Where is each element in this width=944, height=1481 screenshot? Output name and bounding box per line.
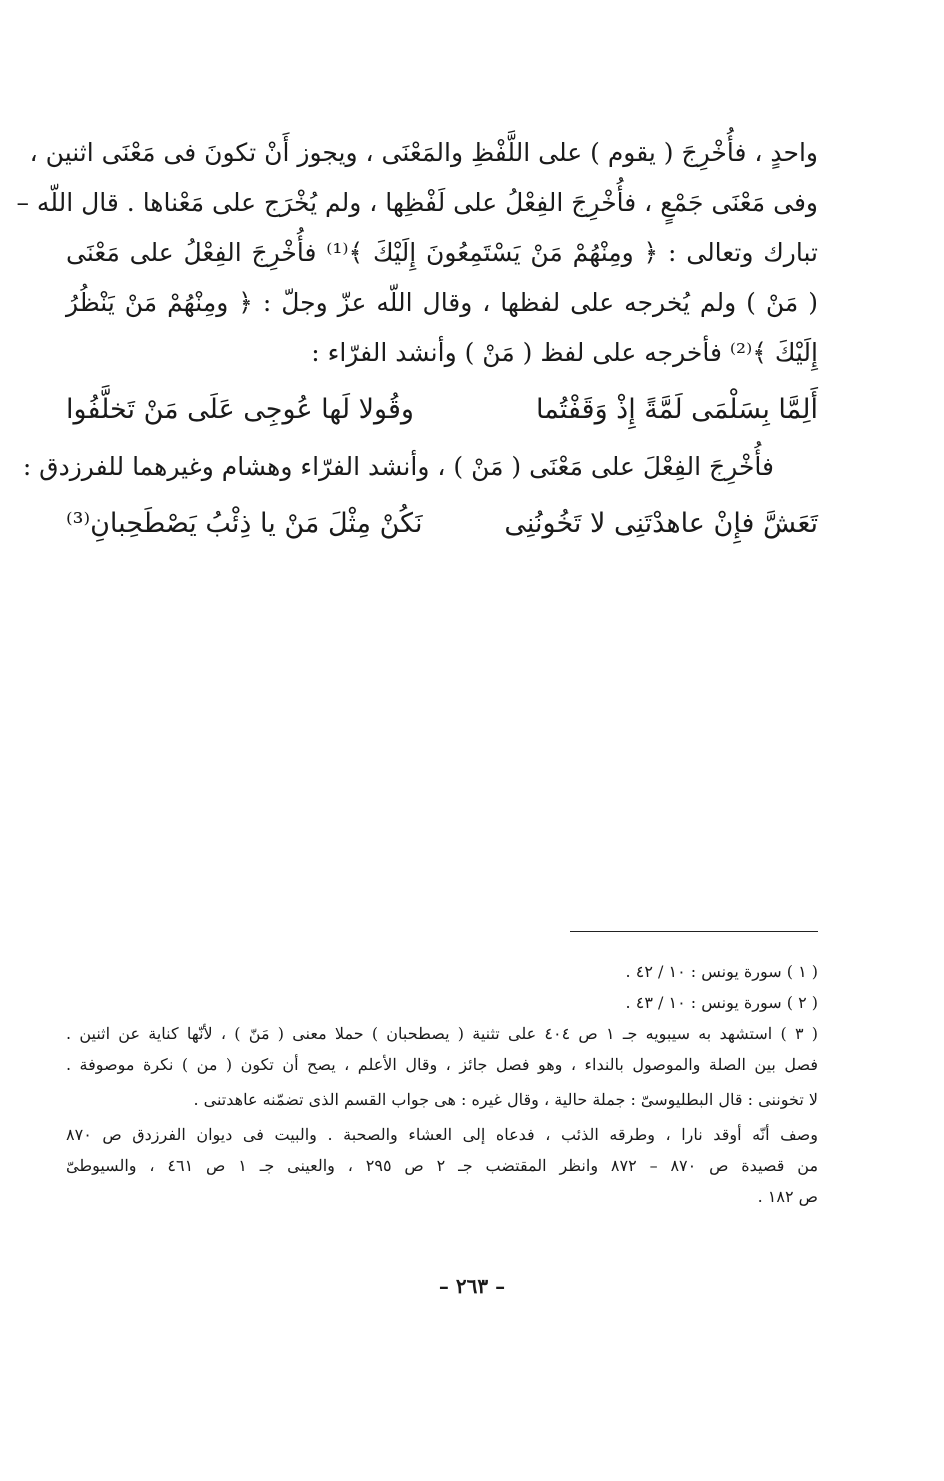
verse-first-hemistich: تَعَشَّ فإِنْ عاهدْتَنِى لا تَخُونُنِى [504, 508, 818, 539]
page-number: – ٢٦٣ – [438, 1274, 506, 1298]
footnotes-block [66, 956, 818, 1212]
poetry-verse [66, 492, 818, 556]
text-line: تبارك وتعالى : ﴿ ومِنْهُمْ مَنْ يَسْتَمِعُونَ إِلَيْكَ ﴾⁽¹⁾ فأُخْرِجَ الفِعْلُ على مَعْنَى [66, 238, 818, 267]
text-line: واحدٍ ، فأُخْرِجَ ( يقوم ) على اللَّفْظِ والمَعْنَى ، ويجوز أَنْ تكونَ فى مَعْنَى اثنين ، [29, 138, 818, 167]
text-line: فأُخْرِجَ الفِعْلَ على مَعْنَى ( مَنْ ) ، وأنشد الفرّاء وهشام وغيرهما للفرزدق : [22, 452, 774, 481]
main-text-block [16, 128, 818, 556]
footnote-divider [570, 931, 818, 932]
text-line: وفى مَعْنَى جَمْعٍ ، فأُخْرِجَ الفِعْلُ على لَفْظِها ، ولم يُخْرَج على مَعْناها . قال اللّه – [16, 188, 818, 217]
footnote-line: ( ٢ ) سورة يونس : ١٠ / ٤٣ . [625, 993, 818, 1012]
footnote-line: فصل بين الصلة والموصول بالنداء ، وهو فصل جائز ، وقال الأعلم ، يصح أن تكون ( من ) نكرة موصوفة . [66, 1055, 818, 1074]
poetry-verse [66, 378, 818, 442]
verse-second-hemistich: وقُولا لَها عُوجِى عَلَى مَنْ تَخلَّفُوا [66, 394, 414, 425]
footnote-line: من قصيدة ص ٨٧٠ – ٨٧٢ وانظر المقتضب جـ ٢ ص ٢٩٥ ، والعينى جـ ١ ص ٤٦١ ، والسيوطىّ [66, 1156, 819, 1175]
footnote-line: ص ١٨٢ . [757, 1187, 818, 1206]
text-line: ( مَنْ ) ولم يُخرجه على لفظها ، وقال اللّه عزّ وجلّ : ﴿ ومِنْهُمْ مَنْ يَنْظُرُ [66, 288, 818, 317]
text-line: إِلَيْكَ ﴾⁽²⁾ فأخرجه على لفظ ( مَنْ ) وأنشد الفرّاء : [311, 338, 818, 367]
verse-first-hemistich: أَلِمَّا بِسَلْمَى لَمَّةً إِذْ وَقَفْتُما [536, 394, 818, 425]
footnote-line: لا تخوننى : قال البطليوسىّ : جملة حالية ، وقال غيره : هى جواب القسم الذى تضمّنه عاهدتنى . [193, 1090, 818, 1109]
footnote-line: وصف أنّه أوقد نارا ، وطرقه الذئب ، فدعاه إلى العشاء والصحبة . والبيت فى ديوان الفرزدق ص ٨٧٠ [66, 1125, 818, 1144]
verse-second-hemistich: نَكُنْ مِثْلَ مَنْ يا ذِئْبُ يَصْطَحِبانِ⁽³⁾ [66, 508, 423, 539]
footnote-line: ( ١ ) سورة يونس : ١٠ / ٤٢ . [625, 962, 818, 981]
footnote-line: ( ٣ ) استشهد به سيبويه جـ ١ ص ٤٠٤ على تثنية ( يصطحبان ) حملا معنى ( مَنّ ) ، لأنّها كناية عن اثنين . [66, 1024, 819, 1043]
